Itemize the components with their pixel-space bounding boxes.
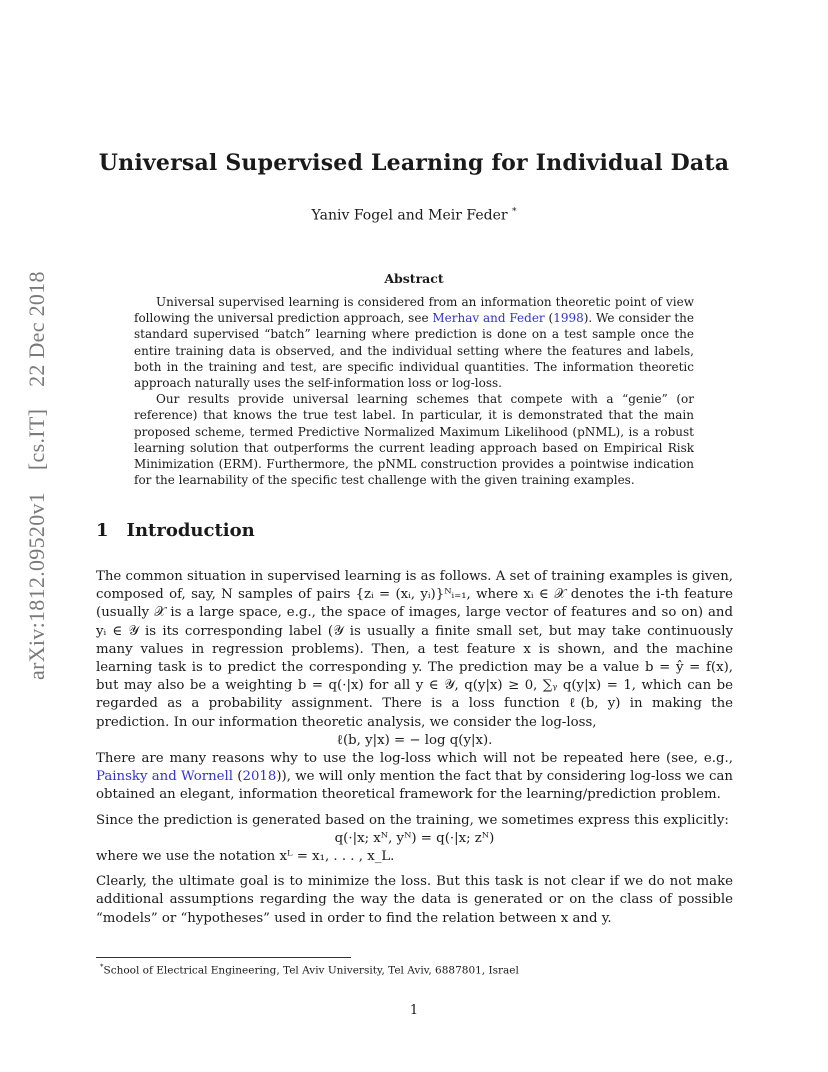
- section-title: Introduction: [126, 520, 255, 541]
- abstract-text: [134, 294, 694, 488]
- authors: [0, 207, 828, 224]
- page-number: 1: [409, 1003, 419, 1018]
- citation-painsky-wornell[interactable]: Painsky and Wornell: [96, 769, 234, 785]
- footnote-mark: *: [100, 963, 104, 971]
- arxiv-category: [cs.IT]: [24, 408, 49, 471]
- section-number: 1: [96, 520, 109, 541]
- citation-year-1998[interactable]: 1998: [553, 311, 584, 326]
- body-paragraph-5: Clearly, the ultimate goal is to minimize the loss. But this task is not clear if we do not make additional assumptions regarding the way the data is generated or on the class of possible “models” or “hypotheses” used in order to find the relation between x and y.: [96, 874, 733, 926]
- author-footnote-mark[interactable]: *: [512, 207, 517, 217]
- body-p2-end: )), we will only mention the fact that by considering log-loss we can obtained an elegant, information theoretical framework for the learning/prediction problem.: [96, 769, 733, 803]
- section-heading-introduction: [96, 520, 255, 541]
- body-paragraph-3: Since the prediction is generated based on the training, we sometimes express this explicitly:: [96, 812, 729, 828]
- abstract-heading: Abstract: [384, 271, 444, 286]
- arxiv-date: 22 Dec 2018: [24, 271, 49, 387]
- abstract-p1-paren: (: [544, 311, 554, 326]
- paper-title: Universal Supervised Learning for Individual Data: [98, 150, 730, 176]
- body-p2-paren: (: [233, 769, 243, 785]
- body-paragraph-1: The common situation in supervised learning is as follows. A set of training examples is given, composed of, say, N samples of pairs {zᵢ = (xᵢ, yᵢ)}ᴺᵢ₌₁, where xᵢ ∈ 𝒳 denotes the i-th feature (usually 𝒳 is a large space, e.g., the space of images, large vector of features and so on) and yᵢ ∈ 𝒴 is its corresponding label (𝒴 is usually a finite small set, but may take continuously many values in regression problems). Then, a test feature x is shown, and the machine learning task is to predict the corresponding y. The prediction may be a value b = ŷ = f(x), but may also be a weighting b = q(·|x) for all y ∈ 𝒴, q(y|x) ≥ 0, ∑ᵧ q(y|x) = 1, which can be regarded as a probability assignment. There is a loss function ℓ(b, y) in making the prediction. In our information theoretic analysis, we consider the log-loss,: [96, 569, 733, 730]
- body-text: [96, 568, 733, 928]
- arxiv-id: arXiv:1812.09520v1: [24, 491, 49, 680]
- abstract-p1-start: Universal supervised learning is considered from an information theoretic point of view following the universal prediction approach, see: [134, 295, 694, 326]
- footnote: [100, 963, 519, 977]
- abstract-paragraph-1: [134, 294, 694, 391]
- body-paragraph-2: [96, 750, 733, 805]
- footnote-divider: [96, 957, 351, 958]
- citation-year-2018[interactable]: 2018: [242, 769, 277, 785]
- citation-merhav-feder[interactable]: Merhav and Feder: [432, 311, 545, 326]
- footnote-text: School of Electrical Engineering, Tel Aviv University, Tel Aviv, 6887801, Israel: [103, 964, 519, 977]
- body-paragraph-4: where we use the notation xᴸ = x₁, . . . , x_L.: [96, 849, 395, 865]
- body-p2-start: There are many reasons why to use the log-loss which will not be repeated here (see, e.g.,: [96, 751, 733, 767]
- author-names: Yaniv Fogel and Meir Feder: [311, 207, 508, 224]
- abstract-p1-end: ). We consider the standard supervised “batch” learning where prediction is done on a test sample once the entire training data is observed, and the individual setting where the features and labels, both in the training and test, are specific individual quantities. The information theoretic approach naturally uses the self-information loss or log-loss.: [134, 311, 694, 391]
- arxiv-sidebar-stamp: [24, 255, 50, 680]
- equation-conditional: q(·|x; xᴺ, yᴺ) = q(·|x; zᴺ): [334, 830, 495, 846]
- abstract-paragraph-2: Our results provide universal learning schemes that compete with a “genie” (or reference) that knows the true test label. In particular, it is demonstrated that the main proposed scheme, termed Predictive Normalized Maximum Likelihood (pNML), is a robust learning solution that outperforms the current leading approach based on Empirical Risk Minimization (ERM). Furthermore, the pNML construction provides a pointwise indication for the learnability of the specific test challenge with the given training examples.: [134, 392, 694, 488]
- equation-log-loss: ℓ(b, y|x) = − log q(y|x).: [336, 732, 493, 748]
